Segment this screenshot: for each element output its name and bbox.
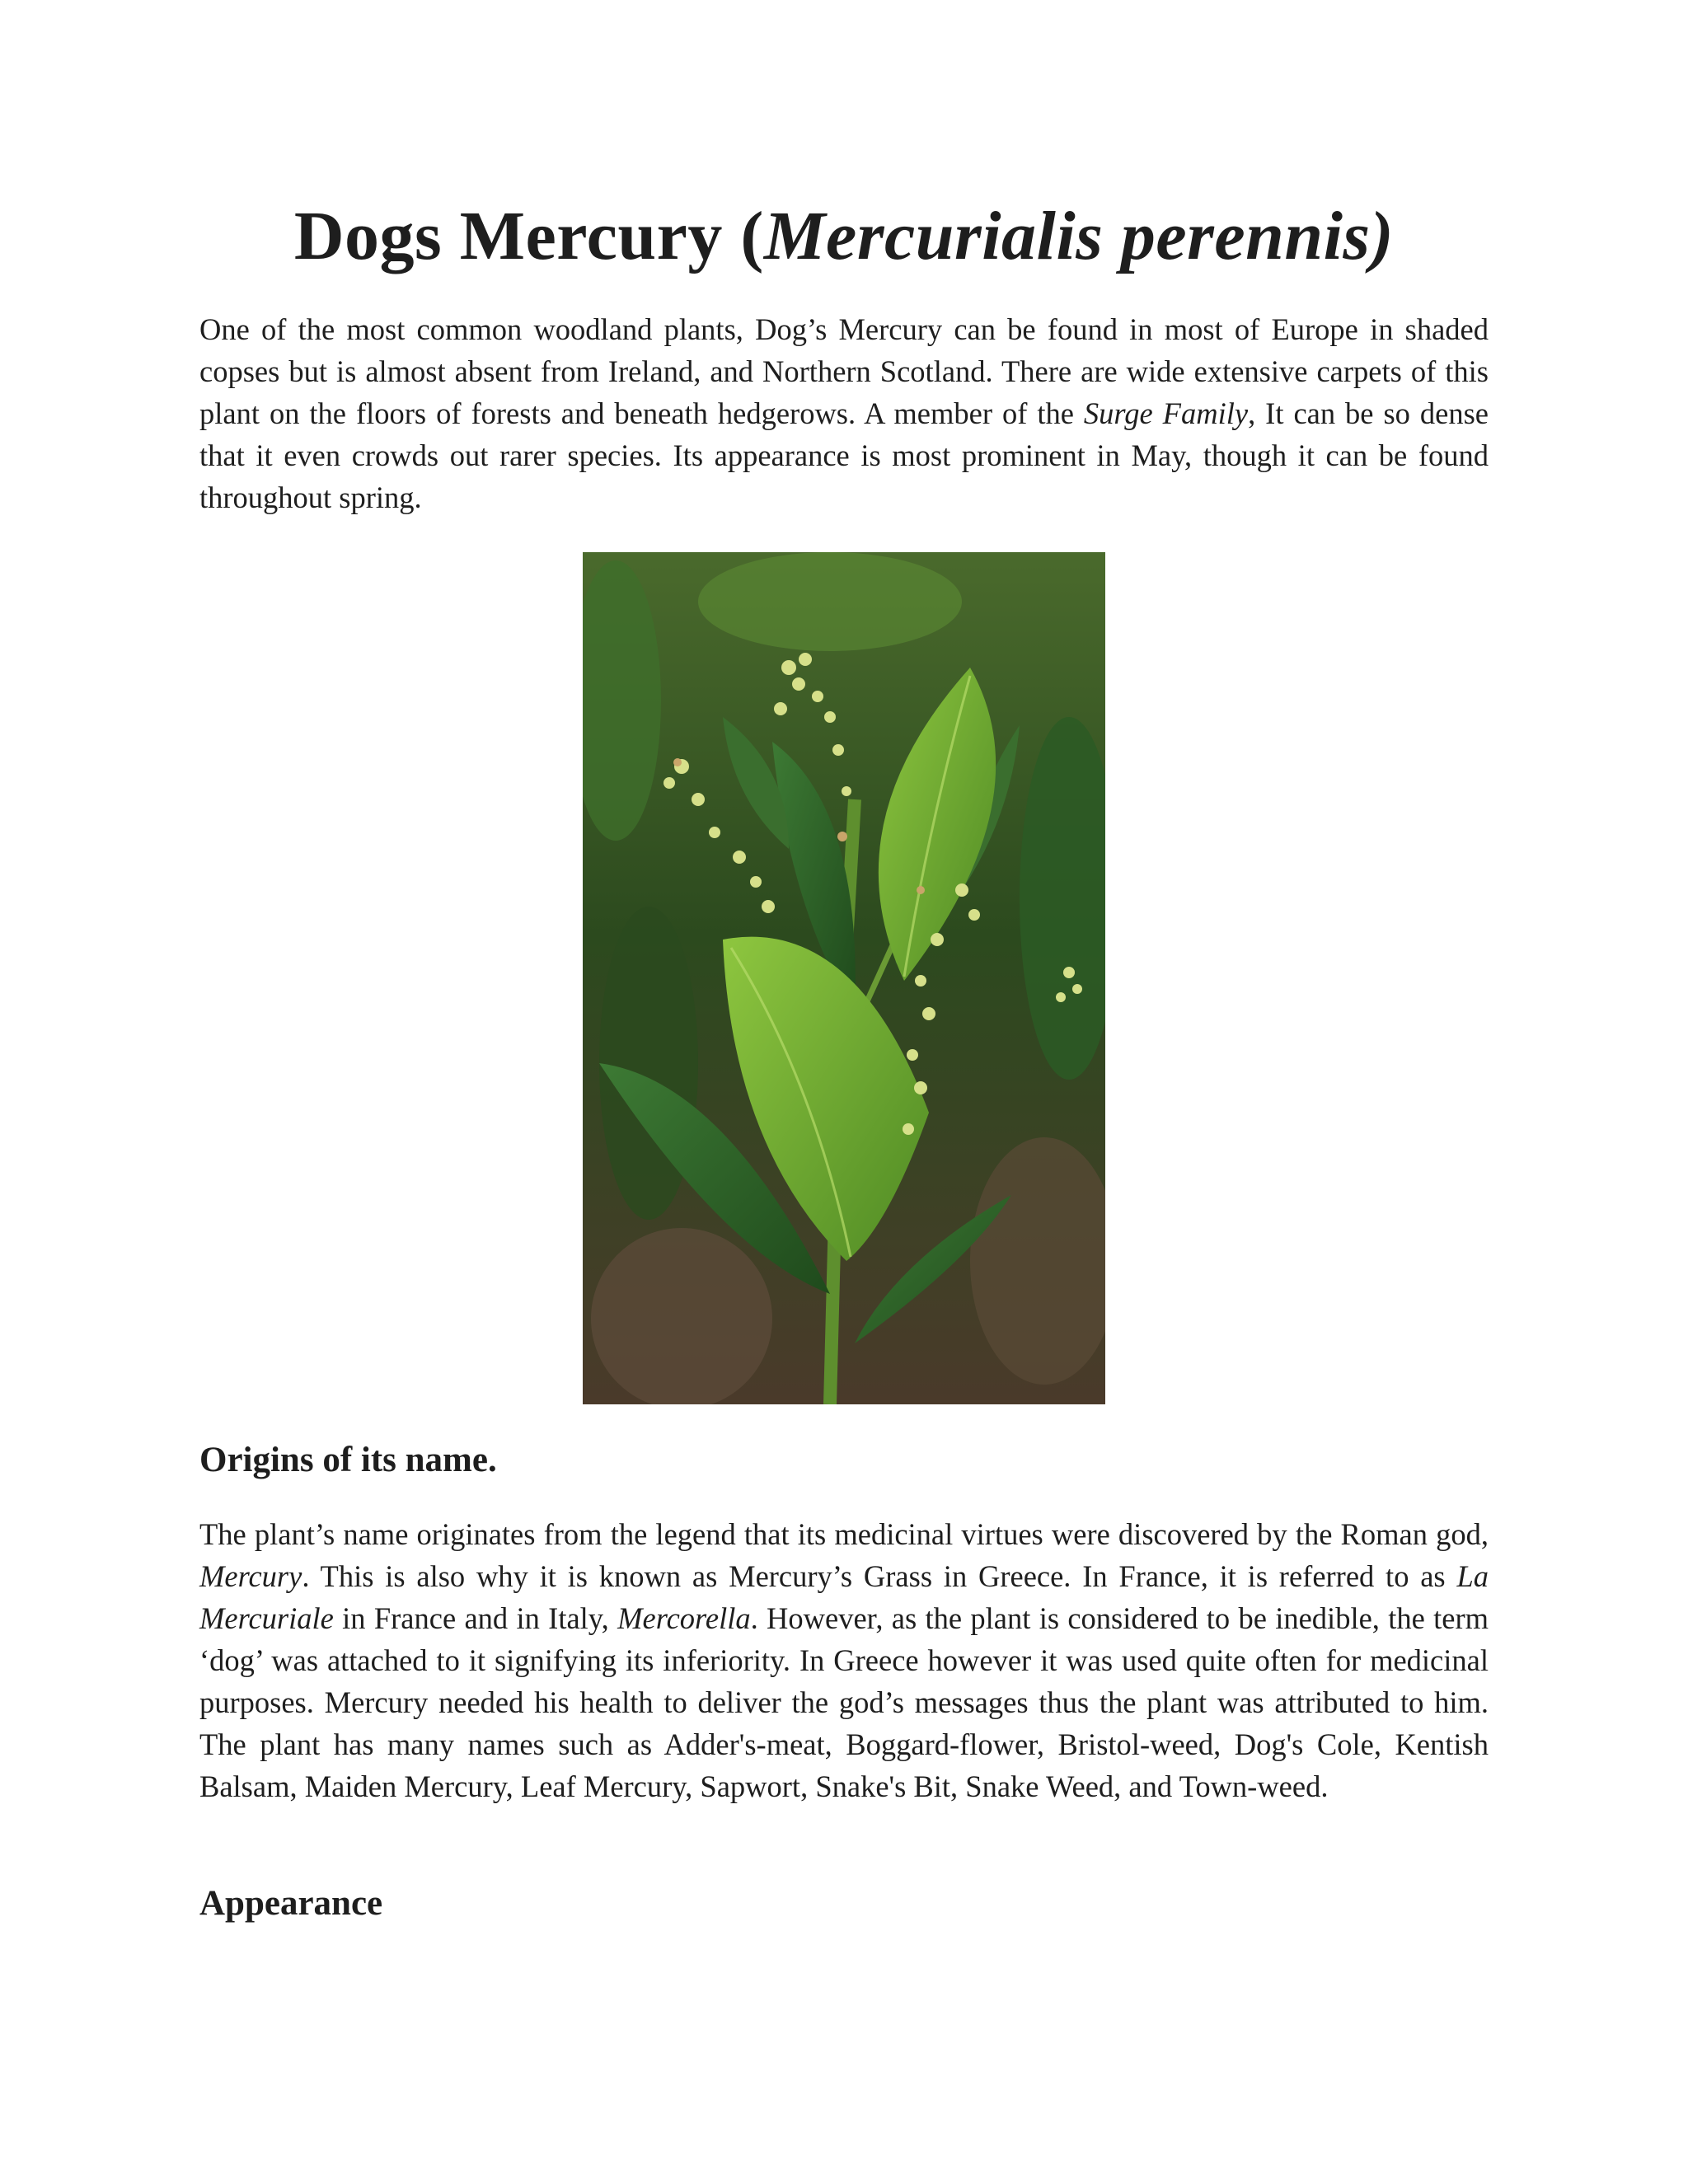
page-title <box>0 191 1688 282</box>
origins-text-1: The plant’s name originates from the legend that its medicinal virtues were discovered by the Roman god, <box>199 1517 1489 1551</box>
title-italic: Mercurialis perennis) <box>763 198 1395 274</box>
origins-text-2: . This is also why it is known as Mercury’s Grass in Greece. In France, it is referred to as <box>302 1559 1457 1593</box>
intro-italic: Surge Family <box>1083 396 1249 430</box>
intro-text-2: , It can be so dense that it even crowds out rarer species. Its appearance is most prominent in May, though it can be found throughout spring. <box>199 396 1489 514</box>
intro-paragraph <box>199 308 1489 518</box>
origins-italic-2: La Mercuriale <box>199 1559 1489 1635</box>
intro-text-1: One of the most common woodland plants, Dog’s Mercury can be found in most of Europe in shaded copses but is almost absent from Ireland, and Northern Scotland. There are wide extensive carpets of this plant on the floors of forests and beneath hedgerows. A member of the <box>199 312 1489 430</box>
origins-text-4: . However, as the plant is considered to be inedible, the term ‘dog’ was attached to it signifying its inferiority. In Greece however it was used quite often for medicinal purposes. Mercury needed his health to deliver the god’s messages thus the plant was attributed to him. The plant has many names such as Adder's-meat, Boggard-flower, Bristol-weed, Dog's Cole, Kentish Balsam, Maiden Mercury, Leaf Mercury, Sapwort, Snake's Bit, Snake Weed, and Town-weed. <box>199 1601 1489 1803</box>
origins-text-3: in France and in Italy, <box>333 1601 618 1635</box>
plant-photo <box>583 552 1105 1404</box>
origins-heading: Origins of its name. <box>199 1441 497 1479</box>
origins-italic-3: Mercorella <box>617 1601 751 1635</box>
origins-paragraph <box>199 1513 1489 1807</box>
origins-italic-1: Mercury <box>199 1559 302 1593</box>
appearance-heading: Appearance <box>199 1884 383 1923</box>
title-main: Dogs Mercury ( <box>293 198 764 274</box>
